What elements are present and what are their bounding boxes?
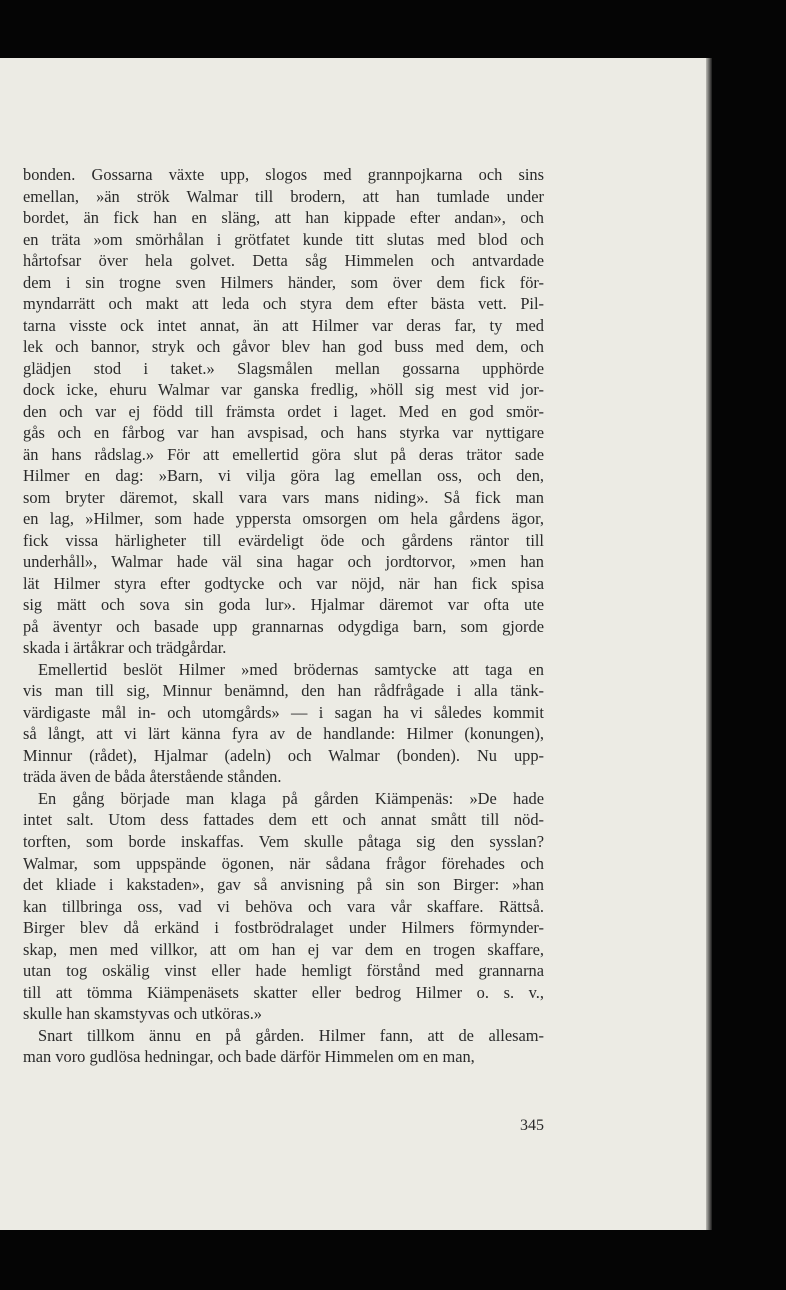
- paragraph: [23, 788, 544, 1025]
- text-line: vis man till sig, Minnur benämnd, den han rådfrågade i alla tänk-: [23, 681, 544, 701]
- text-line: skulle han skamstyvas och utköras.»: [23, 1004, 262, 1024]
- text-line: till att tömma Kiämpenäsets skatter eller bedrog Hilmer o. s. v.,: [23, 982, 544, 1002]
- text-line: den och var ej född till främsta ordet i laget. Med en god smör-: [23, 401, 544, 421]
- text-line: kan tillbringa oss, vad vi behöva och vara vår skaffare. Rättså.: [23, 896, 544, 916]
- text-line: torften, som borde inskaffas. Vem skulle påtaga sig den sysslan?: [23, 831, 544, 851]
- text-line: emellan, »än strök Walmar till brodern, att han tumlade under: [23, 186, 544, 206]
- text-line: så långt, att vi lärt känna fyra av de handlande: Hilmer (konungen),: [23, 724, 544, 744]
- text-line: på äventyr och basade upp grannarnas odygdiga barn, som gjorde: [23, 616, 544, 636]
- text-line: bordet, än fick han en släng, att han kippade efter andan», och: [23, 208, 544, 228]
- text-line: man voro gudlösa hedningar, och bade därför Himmelen om en man,: [23, 1047, 475, 1067]
- paragraph: [23, 1025, 544, 1068]
- page-edge: [706, 58, 712, 1230]
- text-line: tarna visste ock intet annat, än att Hilmer var deras far, ty med: [23, 315, 544, 335]
- text-line: skada i ärtåkrar och trädgårdar.: [23, 638, 227, 658]
- text-line: Walmar, som uppspände ögonen, när sådana frågor förehades och: [23, 853, 544, 873]
- text-line: Minnur (rådet), Hjalmar (adeln) och Walmar (bonden). Nu upp-: [23, 745, 544, 765]
- text-line: Emellertid beslöt Hilmer »med brödernas samtycke att taga en: [38, 659, 544, 679]
- text-line: Hilmer en dag: »Barn, vi vilja göra lag emellan oss, och den,: [23, 466, 544, 486]
- paragraph: [23, 659, 544, 788]
- book-page: [0, 58, 706, 1230]
- text-line: intet salt. Utom dess fattades dem ett och annat smått till nöd-: [23, 810, 544, 830]
- text-line: Birger blev då erkänd i fostbrödralaget under Hilmers förmynder-: [23, 918, 544, 938]
- paragraph: [23, 164, 544, 659]
- text-line: en lag, »Hilmer, som hade yppersta omsorgen om hela gårdens ägor,: [23, 509, 544, 529]
- text-line: glädjen stod i taket.» Slagsmålen mellan gossarna upphörde: [23, 358, 544, 378]
- text-line: utan tog oskälig vinst eller hade hemligt förstånd med grannarna: [23, 961, 544, 981]
- text-line: underhåll», Walmar hade väl sina hagar och jordtorvor, »men han: [23, 552, 544, 572]
- body-text: [23, 164, 544, 1068]
- text-line: myndarrätt och makt att leda och styra dem efter bästa vett. Pil-: [23, 294, 544, 314]
- text-line: Snart tillkom ännu en på gården. Hilmer fann, att de allesam-: [38, 1025, 544, 1045]
- text-line: sig mätt och sova sin goda lur». Hjalmar däremot var ofta ute: [23, 595, 544, 615]
- text-line: värdigaste mål in- och utomgårds» — i sagan ha vi således kommit: [23, 702, 544, 722]
- text-line: lät Hilmer styra efter godtycke och var nöjd, när han fick spisa: [23, 573, 544, 593]
- text-line: det kliade i kakstaden», gav så anvisning på sin son Birger: »han: [23, 875, 544, 895]
- text-line: skap, men med villkor, att om han ej var dem en trogen skaffare,: [23, 939, 544, 959]
- text-line: dem i sin trogne sven Hilmers händer, som över dem fick för-: [23, 272, 544, 292]
- text-line: fick vissa härligheter till evärdeligt öde och gårdens räntor till: [23, 530, 544, 550]
- text-line: bonden. Gossarna växte upp, slogos med grannpojkarna och sins: [23, 165, 544, 184]
- text-line: En gång började man klaga på gården Kiämpenäs: »De hade: [38, 788, 544, 808]
- page-number: 345: [520, 1117, 544, 1134]
- text-line: en träta »om smörhålan i grötfatet kunde titt slutas med blod och: [23, 229, 544, 249]
- text-line: hårtofsar över hela golvet. Detta såg Himmelen och antvardade: [23, 251, 544, 271]
- text-line: dock icke, ehuru Walmar var ganska fredlig, »höll sig mest vid jor-: [23, 380, 544, 400]
- text-line: gås och en fårbog var han avspisad, och hans styrka var nyttigare: [23, 423, 544, 443]
- text-line: som bryter däremot, skall vara vars mans niding». Så fick man: [23, 487, 544, 507]
- text-line: lek och bannor, stryk och gåvor blev han god buss med dem, och: [23, 337, 544, 357]
- text-line: än hans rådslag.» För att emellertid göra slut på deras trätor sade: [23, 444, 544, 464]
- text-line: träda även de båda återstående stånden.: [23, 767, 282, 787]
